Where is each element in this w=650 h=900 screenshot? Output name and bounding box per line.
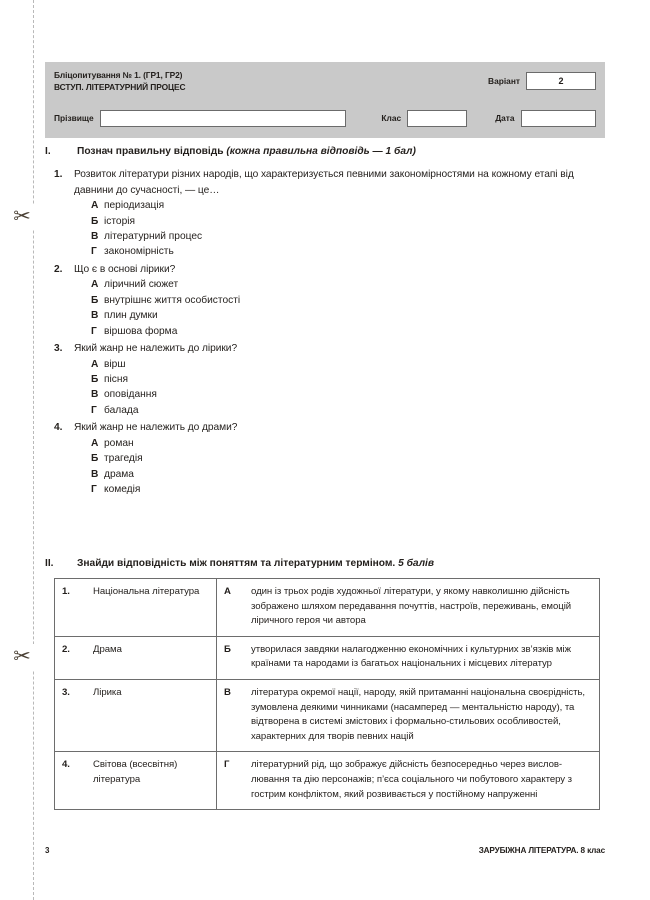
match-letter: А	[217, 579, 245, 637]
match-term[interactable]: Світова (всесвітня) література	[86, 752, 217, 810]
answer-option[interactable]	[91, 357, 605, 372]
worksheet-header	[45, 62, 605, 138]
match-term[interactable]: Драма	[86, 636, 217, 679]
date-input[interactable]	[521, 110, 596, 127]
question-text: Розвиток літератури різних народів, що характеризується певними закономірностями на кожному етапі від давнини до сучасності, — це…	[74, 169, 574, 196]
option-text: літературний процес	[104, 231, 203, 242]
option-letter: А	[91, 358, 99, 370]
table-row	[55, 579, 600, 637]
option-text: історія	[104, 215, 136, 227]
option-list	[74, 436, 605, 498]
answer-option[interactable]	[91, 387, 605, 402]
option-text: балада	[104, 404, 139, 416]
question-item	[45, 167, 605, 260]
option-letter: А	[91, 437, 99, 449]
section-1-roman: I.	[45, 146, 51, 157]
section-1-points: (кожна правильна відповідь — 1 бал)	[226, 146, 416, 157]
match-letter: Б	[217, 636, 245, 679]
option-letter: Б	[91, 215, 99, 227]
option-text: оповідання	[104, 389, 157, 401]
answer-option[interactable]	[91, 198, 605, 213]
scissors-icon: ✂	[9, 644, 35, 670]
option-list	[74, 277, 605, 339]
option-text: ліричний сюжет	[104, 279, 179, 291]
section-2-points: 5 балів	[398, 558, 435, 569]
question-list	[45, 167, 605, 499]
option-text: роман	[104, 437, 134, 449]
class-input[interactable]	[407, 110, 467, 127]
match-definition[interactable]: література окремої нації, народу, якій притаманні національна своєрідність, зумовлена деякими чинниками (насамперед — ментальністю народу), та відтворена в системі змістових і формально-стильових особливостей, характерних для творів певних націй	[244, 679, 600, 751]
answer-option[interactable]	[91, 229, 605, 244]
match-definition[interactable]: один із трьох родів художньої літератури, у якому навколишню дійсність зображено шляхом передавання почуттів, настроїв, переживань, емоцій ліричного героя чи автора	[244, 579, 600, 637]
option-letter: А	[91, 200, 99, 212]
match-term[interactable]: Національна література	[86, 579, 217, 637]
question-item	[45, 341, 605, 418]
header-title-row	[54, 70, 596, 100]
question-number: 3.	[54, 343, 63, 355]
surname-label: Прізвище	[54, 113, 94, 123]
class-label: Клас	[381, 113, 402, 123]
match-letter: В	[217, 679, 245, 751]
section-1-title: Познач правильну відповідь	[77, 146, 227, 157]
answer-option[interactable]	[91, 324, 605, 339]
option-text: внутрішнє життя особистості	[104, 294, 241, 306]
option-letter: В	[91, 231, 99, 242]
answer-option[interactable]	[91, 244, 605, 259]
answer-option[interactable]	[91, 277, 605, 292]
date-label: Дата	[495, 113, 515, 123]
table-row	[55, 636, 600, 679]
match-letter: Г	[217, 752, 245, 810]
option-letter: Б	[91, 374, 99, 386]
answer-option[interactable]	[91, 436, 605, 451]
page-footer	[45, 846, 605, 860]
question-item	[45, 420, 605, 497]
option-text: комедія	[104, 484, 141, 496]
match-number: 3.	[55, 679, 87, 751]
answer-option[interactable]	[91, 293, 605, 308]
quiz-title-line-1: Бліцопитування № 1. (ГР1, ГР2)	[54, 70, 183, 80]
variant-value-box[interactable]: 2	[526, 72, 596, 90]
option-letter: Б	[91, 294, 99, 306]
option-letter: Г	[91, 404, 97, 416]
matching-table	[54, 578, 600, 810]
option-list	[74, 357, 605, 419]
variant-group	[488, 72, 596, 90]
question-text: Який жанр не належить до драми?	[74, 422, 238, 434]
option-text: пісня	[104, 374, 129, 386]
question-number: 4.	[54, 422, 63, 434]
table-row	[55, 679, 600, 751]
worksheet-page	[45, 0, 605, 900]
question-item	[45, 262, 605, 339]
match-number: 1.	[55, 579, 87, 637]
match-definition[interactable]: утворилася завдяки налагодженню економічних і культурних зв’язків між країнами та народами із багатьох національних і місцевих літератур	[244, 636, 600, 679]
answer-option[interactable]	[91, 467, 605, 482]
match-term[interactable]: Лірика	[86, 679, 217, 751]
book-title: ЗАРУБІЖНА ЛІТЕРАТУРА. 8 клас	[478, 846, 605, 855]
option-letter: Г	[91, 484, 97, 496]
option-text: плин думки	[104, 310, 158, 322]
option-letter: А	[91, 279, 99, 291]
page-number: 3	[45, 846, 50, 855]
option-letter: Г	[91, 246, 97, 258]
answer-option[interactable]	[91, 482, 605, 497]
option-text: закономірність	[104, 246, 174, 258]
cut-dashed-line	[33, 0, 34, 900]
table-row	[55, 752, 600, 810]
quiz-title-line-2: ВСТУП. ЛІТЕРАТУРНИЙ ПРОЦЕС	[54, 81, 186, 92]
section-1-heading	[45, 145, 605, 158]
answer-option[interactable]	[91, 403, 605, 418]
option-list	[74, 198, 605, 260]
question-number: 2.	[54, 263, 63, 275]
question-text: Який жанр не належить до лірики?	[74, 343, 238, 355]
option-text: віршова форма	[104, 325, 178, 337]
answer-option[interactable]	[91, 451, 605, 466]
match-number: 4.	[55, 752, 87, 810]
surname-input[interactable]	[100, 110, 347, 127]
section-2-title: Знайди відповідність між поняттям та літературним терміном.	[77, 558, 399, 569]
question-text: Що є в основі лірики?	[74, 263, 176, 275]
match-number: 2.	[55, 636, 87, 679]
option-letter: Б	[91, 453, 99, 465]
match-definition[interactable]: літературний рід, що зображує дійсність безпосередньо через вислов-лювання та дію персонажів; п’єса соціального чи побутового характеру з гострим конфліктом, який розвивається у постійному напруженні	[244, 752, 600, 810]
answer-option[interactable]	[91, 372, 605, 387]
option-letter: Г	[91, 325, 97, 337]
answer-option[interactable]	[91, 308, 605, 323]
option-letter: В	[91, 468, 99, 480]
question-number: 1.	[54, 169, 63, 180]
scissors-icon: ✂	[9, 204, 35, 230]
answer-option[interactable]	[91, 214, 605, 229]
option-letter: В	[91, 389, 99, 401]
variant-label: Варіант	[488, 76, 520, 86]
option-text: трагедія	[104, 453, 143, 465]
section-2-heading	[45, 557, 605, 570]
student-fields-row	[54, 108, 596, 128]
option-text: драма	[104, 468, 134, 480]
option-text: періодизація	[104, 200, 165, 212]
option-letter: В	[91, 310, 99, 322]
option-text: вірш	[104, 358, 126, 370]
section-2-roman: II.	[45, 558, 54, 569]
